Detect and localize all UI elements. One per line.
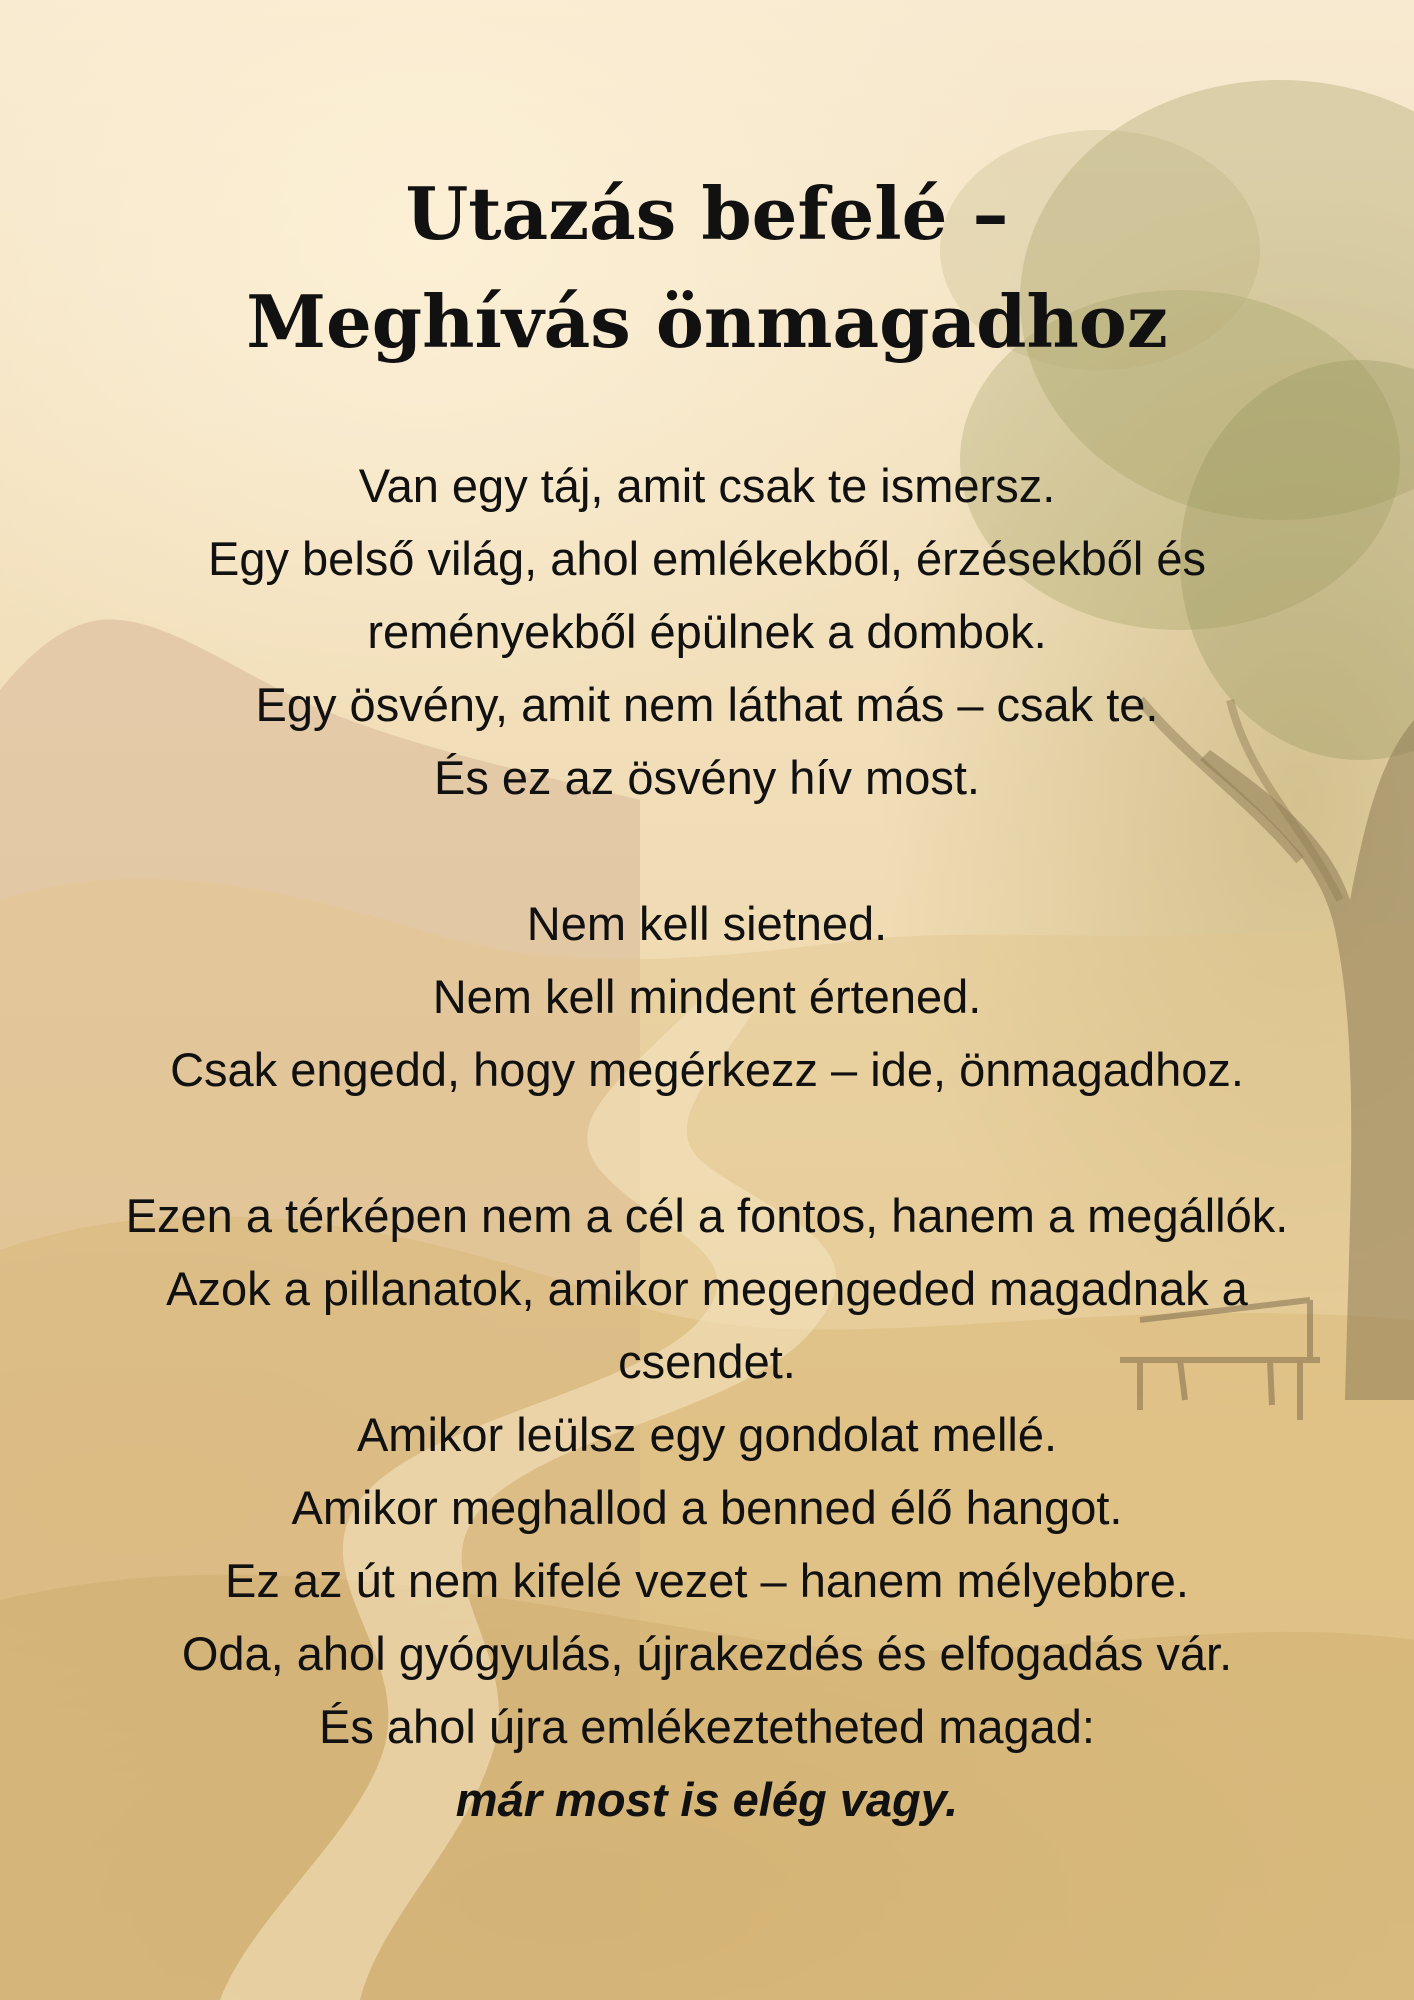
poem-line: Csak engedd, hogy megérkezz – ide, önmagadhoz. bbox=[170, 1043, 1244, 1096]
poem-line: Nem kell mindent értened. bbox=[432, 970, 982, 1023]
poem-line: Egy belső világ, ahol emlékekből, érzésekből és bbox=[208, 532, 1206, 585]
poem-line: Amikor leülsz egy gondolat mellé. bbox=[356, 1408, 1058, 1461]
page-title-line-1: Utazás befelé – bbox=[405, 171, 1009, 256]
poem-line: Van egy táj, amit csak te ismersz. bbox=[358, 459, 1056, 512]
poem-line: reményekből épülnek a dombok. bbox=[367, 605, 1047, 658]
poem-line: Oda, ahol gyógyulás, újrakezdés és elfogadás vár. bbox=[181, 1627, 1233, 1680]
poem-line: Egy ösvény, amit nem láthat más – csak te. bbox=[255, 678, 1159, 731]
poem-line: Nem kell sietned. bbox=[526, 897, 888, 950]
poem-line: csendet. bbox=[618, 1335, 796, 1388]
poem-line: Amikor meghallod a benned élő hangot. bbox=[291, 1481, 1123, 1534]
page-title-line-2: Meghívás önmagadhoz bbox=[246, 279, 1168, 364]
poem-line: És ez az ösvény hív most. bbox=[434, 751, 980, 804]
poem-line: És ahol újra emlékeztetheted magad: bbox=[319, 1700, 1095, 1753]
poem-line: Ez az út nem kifelé vezet – hanem mélyebbre. bbox=[225, 1554, 1189, 1607]
poem-line: Ezen a térképen nem a cél a fontos, hanem a megállók. bbox=[125, 1189, 1289, 1242]
closing-line: már most is elég vagy. bbox=[455, 1773, 959, 1826]
poem-line: Azok a pillanatok, amikor megengeded magadnak a bbox=[166, 1262, 1248, 1315]
